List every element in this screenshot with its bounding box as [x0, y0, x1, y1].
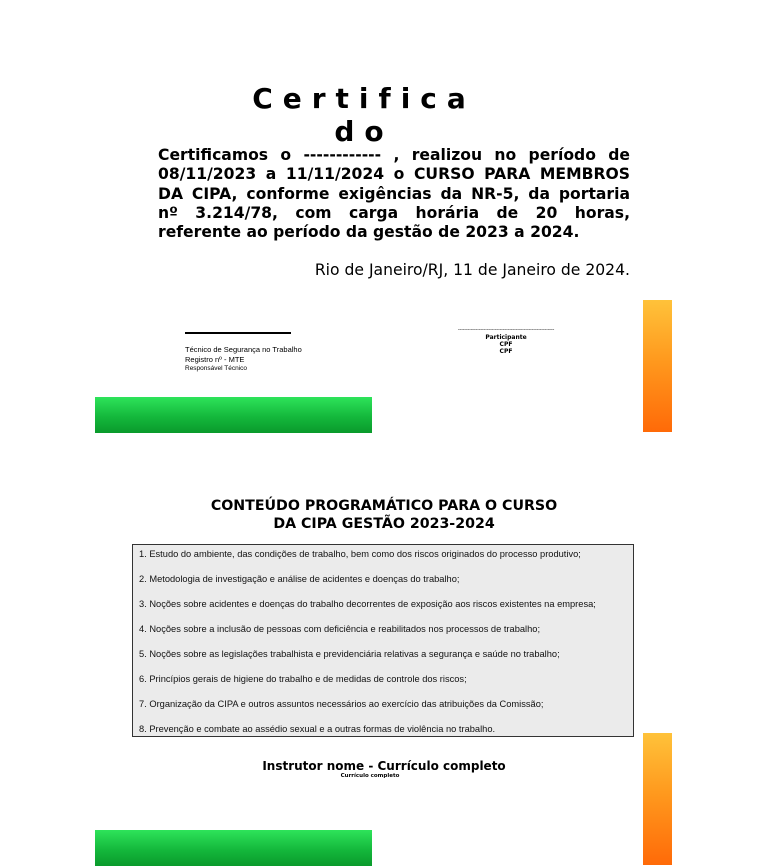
signature-right-participant: Participante: [485, 334, 527, 341]
certificate-title-line2: do: [334, 115, 394, 148]
signature-left-registry: Registro nº - MTE: [185, 354, 245, 364]
program-item: 5. Noções sobre as legislações trabalhista e previdenciária relativas a segurança e saúde no trabalho;: [139, 649, 560, 659]
certificate-title: [240, 82, 488, 148]
program-item: 4. Noções sobre a inclusão de pessoas com deficiência e reabilitados nos processos de trabalho;: [139, 624, 541, 634]
program-title-line1: CONTEÚDO PROGRAMÁTICO PARA O CURSO: [210, 498, 558, 514]
signature-line-right: ------------------------------------------------------------: [457, 327, 555, 333]
program-content-box: [132, 544, 634, 737]
orange-decor-bar-top: [643, 300, 672, 432]
program-item: 1. Estudo do ambiente, das condições de trabalho, bem como dos riscos originados do processo produtivo;: [139, 549, 581, 559]
green-decor-bar-bottom: [95, 830, 372, 866]
program-item: 3. Noções sobre acidentes e doenças do trabalho decorrentes de exposição aos riscos existentes na empresa;: [139, 599, 596, 609]
signature-right-block: [457, 334, 555, 356]
signature-left-responsible: Responsável Técnico: [185, 365, 248, 372]
signature-left-role: Técnico de Segurança no Trabalho: [185, 345, 302, 354]
program-item: 7. Organização da CIPA e outros assuntos necessários ao exercício das atribuições da Comissão;: [139, 699, 544, 709]
program-title-line2: DA CIPA GESTÃO 2023-2024: [273, 516, 495, 532]
signature-left-block: [185, 345, 302, 374]
program-item: 8. Prevenção e combate ao assédio sexual e a outras formas de violência no trabalho.: [139, 724, 496, 734]
signature-right-cpf-2: CPF: [499, 348, 513, 356]
green-decor-bar-top: [95, 397, 372, 433]
program-item: 2. Metodologia de investigação e análise de acidentes e doenças do trabalho;: [139, 574, 460, 584]
signature-right-cpf: CPF: [499, 341, 513, 349]
instructor-name: Instrutor nome - Currículo completo: [262, 759, 506, 773]
program-item: 6. Princípios gerais de higiene do trabalho e de medidas de controle dos riscos;: [139, 674, 467, 684]
program-title: [158, 497, 610, 533]
certificate-title-line1: Certifica: [252, 82, 476, 115]
orange-decor-bar-bottom: [643, 733, 672, 865]
certificate-body: Certificamos o ------------ , realizou no período de 08/11/2023 a 11/11/2024 o CURSO PARA MEMBROS DA CIPA, conforme exigências da NR-5, da portaria nº 3.214/78, com carga horária de 20 horas, referente ao período da gestão de 2023 a 2024.: [158, 146, 630, 242]
signature-line-left: [185, 332, 291, 334]
instructor-curriculum: Currículo completo: [340, 773, 400, 779]
certificate-date: Rio de Janeiro/RJ, 11 de Janeiro de 2024.: [314, 261, 630, 279]
